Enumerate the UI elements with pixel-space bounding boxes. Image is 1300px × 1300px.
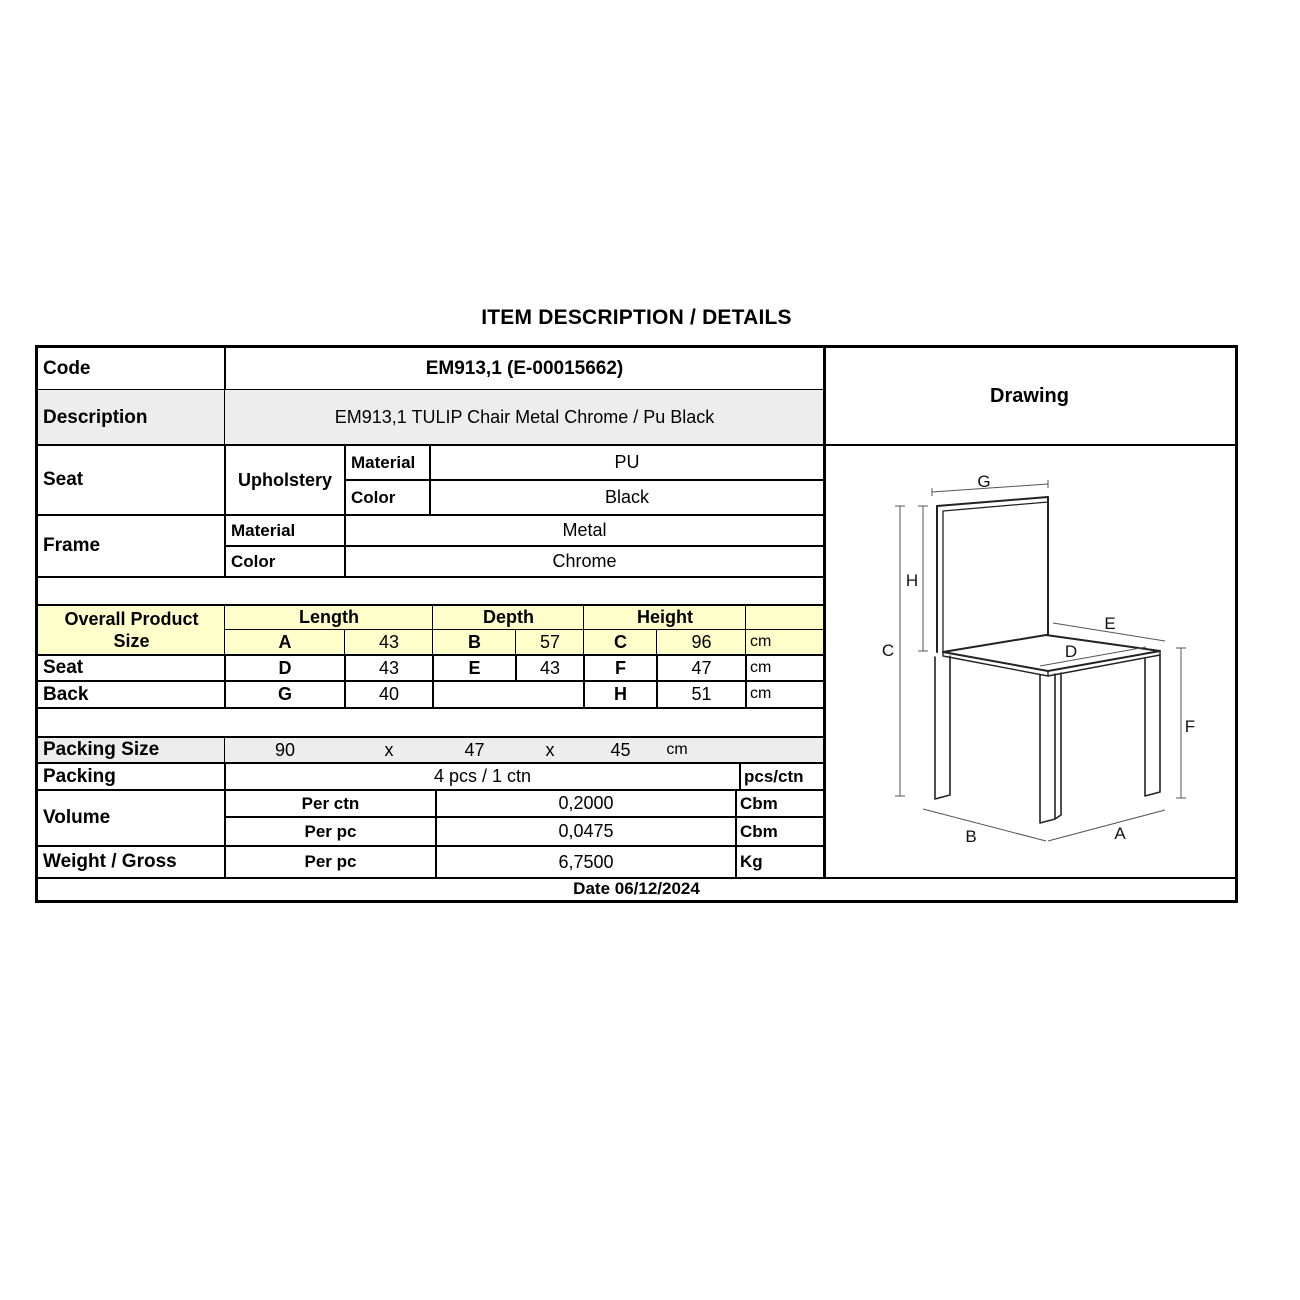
chair-leg-front (1040, 673, 1061, 823)
dim-line-c (895, 506, 905, 796)
frame-label: Frame (38, 515, 225, 577)
code-value: EM913,1 (E-00015662) (225, 348, 824, 390)
frame-color-value: Chrome (345, 546, 824, 577)
size-key-e: E (433, 655, 516, 681)
volume-per-ctn-value: 0,2000 (436, 790, 736, 817)
seat-material-value: PU (430, 445, 824, 480)
section-divider (38, 680, 824, 682)
chair-seat-top (943, 635, 1160, 671)
packing-size-values (225, 737, 824, 763)
volume-per-pc-value: 0,0475 (436, 817, 736, 846)
weight-unit: Kg (736, 846, 824, 878)
seat-material-label: Material (345, 445, 430, 480)
section-divider (38, 654, 824, 656)
size-key-b: B (433, 630, 516, 655)
size-seat-unit: cm (746, 655, 824, 681)
section-divider (38, 736, 824, 738)
size-value-b: 57 (516, 630, 584, 655)
size-seat-label: Seat (38, 655, 225, 681)
size-value-d: 43 (345, 655, 433, 681)
size-header-empty-cell (746, 605, 824, 630)
section-divider (38, 762, 824, 764)
size-corner-cell (38, 605, 225, 655)
chair-backrest-inner-edge (943, 502, 1048, 653)
size-key-a: A (225, 630, 345, 655)
frame-material-label: Material (225, 515, 345, 546)
size-value-c: 96 (657, 630, 746, 655)
dim-label-b: B (965, 827, 977, 846)
section-divider (38, 877, 1235, 879)
description-label: Description (38, 390, 225, 445)
size-r1-unit: cm (746, 630, 824, 655)
packing-label: Packing (38, 763, 225, 790)
dim-label-d: D (1064, 642, 1078, 661)
weight-per-pc-label: Per pc (225, 846, 436, 878)
section-divider (38, 845, 824, 847)
packing-size-sep2: x (545, 739, 555, 760)
seat-upholstery-label: Upholstery (225, 445, 345, 515)
volume-label: Volume (38, 790, 225, 846)
volume-per-pc-unit: Cbm (736, 817, 824, 846)
size-back-unit: cm (746, 681, 824, 708)
section-divider (38, 576, 824, 578)
size-value-f: 47 (657, 655, 746, 681)
size-key-d: D (225, 655, 345, 681)
section-divider (38, 514, 824, 516)
dim-line-h (918, 506, 928, 651)
size-value-g: 40 (345, 681, 433, 708)
dim-label-a: A (1114, 824, 1126, 843)
drawing-header: Drawing (824, 348, 1235, 445)
dim-label-e: E (1104, 614, 1116, 633)
packing-size-sep1: x (384, 739, 394, 760)
size-key-h: H (584, 681, 657, 708)
packing-unit: pcs/ctn (740, 763, 824, 790)
volume-per-ctn-label: Per ctn (225, 790, 436, 817)
section-divider (38, 707, 824, 709)
weight-value: 6,7500 (436, 846, 736, 878)
page-title: ITEM DESCRIPTION / DETAILS (481, 306, 792, 329)
dim-label-g: G (977, 472, 991, 491)
size-height-header: Height (584, 605, 746, 630)
size-depth-header: Depth (433, 605, 584, 630)
dim-label-c: C (881, 641, 895, 660)
drawing-panel (824, 445, 1235, 878)
packing-size-v2: 47 (464, 739, 485, 760)
dim-line-b (923, 809, 1046, 841)
code-label: Code (38, 348, 225, 390)
spacer-row-1 (38, 577, 824, 605)
frame-material-value: Metal (345, 515, 824, 546)
spacer-row-2 (38, 708, 824, 737)
drawing-column-divider (824, 348, 826, 878)
packing-size-v1: 90 (274, 739, 296, 760)
chair-leg-right (1145, 655, 1160, 796)
dim-label-f: F (1184, 717, 1196, 736)
volume-per-pc-label: Per pc (225, 817, 436, 846)
weight-label: Weight / Gross (38, 846, 225, 878)
packing-value: 4 pcs / 1 ctn (225, 763, 740, 790)
size-value-a: 43 (345, 630, 433, 655)
size-back-label: Back (38, 681, 225, 708)
date-row: Date 06/12/2024 (38, 878, 1235, 900)
item-details-table (35, 345, 1238, 903)
volume-per-ctn-unit: Cbm (736, 790, 824, 817)
seat-color-value: Black (430, 480, 824, 515)
packing-size-v3: 45 (610, 739, 631, 760)
description-value: EM913,1 TULIP Chair Metal Chrome / Pu Black (225, 390, 824, 445)
size-corner-line1: Overall Product (64, 608, 199, 629)
packing-size-label: Packing Size (38, 737, 225, 763)
section-divider (38, 604, 824, 606)
size-key-f: F (584, 655, 657, 681)
section-divider (38, 789, 824, 791)
size-value-h: 51 (657, 681, 746, 708)
frame-color-label: Color (225, 546, 345, 577)
section-divider (38, 444, 1235, 446)
chair-leg-back-left (935, 656, 950, 799)
size-corner-line2: Size (113, 630, 150, 651)
dim-line-a (1048, 810, 1165, 841)
seat-color-label: Color (345, 480, 430, 515)
seat-label: Seat (38, 445, 225, 515)
chair-backrest-outline (937, 497, 1048, 635)
packing-size-unit: cm (666, 740, 688, 758)
size-key-g: G (225, 681, 345, 708)
size-length-header: Length (225, 605, 433, 630)
size-key-c: C (584, 630, 657, 655)
size-back-empty-cell (433, 681, 584, 708)
dim-label-h: H (905, 571, 919, 590)
size-value-e: 43 (516, 655, 584, 681)
chair-drawing (824, 445, 1235, 878)
